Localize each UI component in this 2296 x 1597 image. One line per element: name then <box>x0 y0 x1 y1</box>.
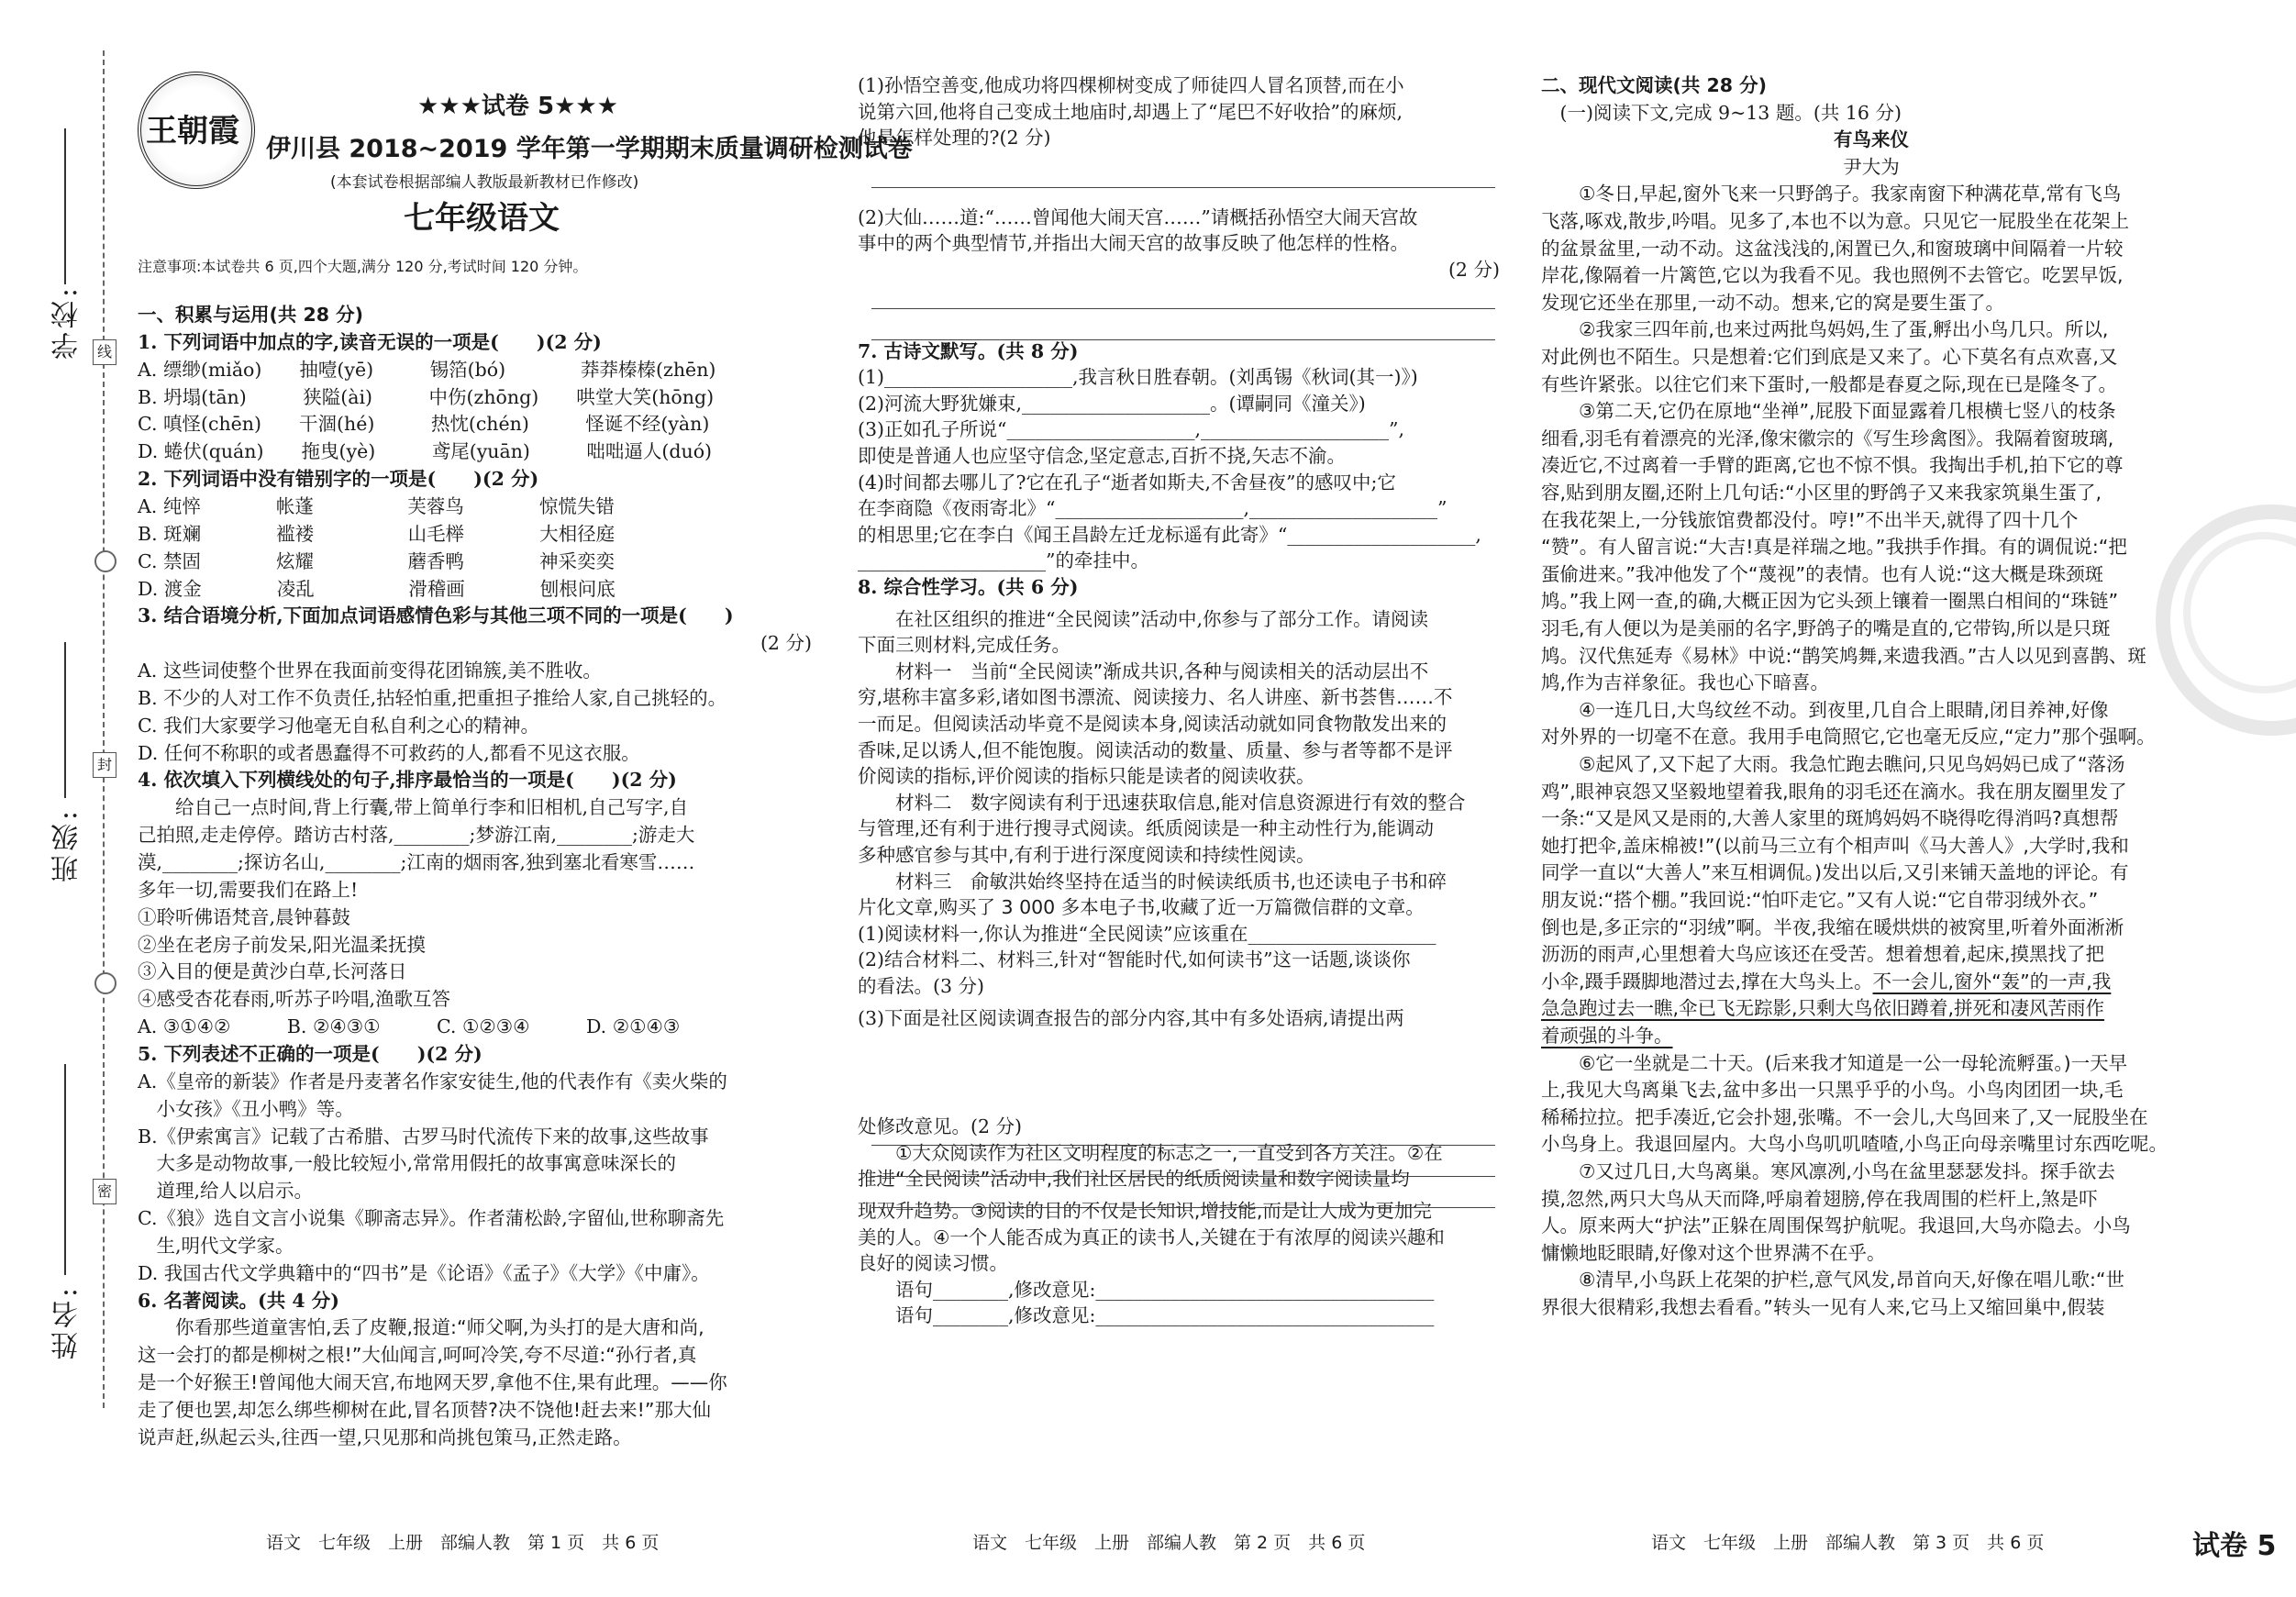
text-line: “赞”。有人留言说:“大吉!真是祥瑞之地。”我拱手作揖。有的调侃说:“把 <box>1541 536 2127 559</box>
text-line: 2. 下列词语中没有错别字的一项是( )(2 分) <box>138 468 539 491</box>
text-line: 事中的两个典型情节,并指出大闹天宫的故事反映了他怎样的性格。 <box>858 232 1410 255</box>
text-line: (2)河流大野犹嫌束,____________________。(谭嗣同《潼关》) <box>858 392 1366 415</box>
text-line: 你看那些道童害怕,丢了皮鞭,报道:“师父啊,为头打的是大唐和尚, <box>138 1316 704 1339</box>
text-line: 下面三则材料,完成任务。 <box>858 634 1071 657</box>
text-line: 的看法。(3 分) <box>858 975 985 997</box>
text-line: 岸花,像隔着一片篱笆,它以为我看不见。我也照例不去管它。吃罢早饭, <box>1541 264 2124 287</box>
text-line: 有些许紧张。以往它们来下蛋时,一般都是春夏之际,现在已是隆冬了。 <box>1541 372 2118 395</box>
text-line: A. 这些词使整个世界在我面前变得花团锦簇,美不胜收。 <box>138 660 602 682</box>
cut-mark-secret: 密 <box>93 1179 116 1204</box>
text-line: 对此例也不陌生。只是想着:它们到底是又来了。心下莫名有点欢喜,又 <box>1541 346 2118 368</box>
text-line: (1)阅读材料一,你认为推进“全民阅读”应该重在____________________ <box>858 922 1436 945</box>
text-line: 着顽强的斗争。 <box>1541 1025 1673 1047</box>
subject-title: 七年级语文 <box>404 200 560 237</box>
answer-line[interactable] <box>871 1145 1495 1146</box>
exam-corner-label: 试卷 5 <box>2192 1530 2277 1562</box>
text-line: 一而足。但阅读活动毕竟不是阅读本身,阅读活动就如同食物散发出来的 <box>858 713 1447 735</box>
text-line: 蛋偷进来。”我冲他发了个“蔑视”的表情。也有人说:“这大概是珠颈斑 <box>1541 562 2104 585</box>
text-line: ①冬日,早起,窗外飞来一只野鸽子。我家南窗下种满花草,常有飞鸟 <box>1541 183 2122 205</box>
text-line: 说声赶,纵起云头,往西一望,只见那和尚挑包策马,正然走路。 <box>138 1425 632 1448</box>
text-line: 这一会打的都是柳树之根!”大仙闻言,呵呵冷笑,夸不尽道:“孙行者,真 <box>138 1344 697 1367</box>
text-line: 材料三 俞敏洪始终坚持在适当的时候读纸质书,也还读电子书和碎 <box>858 870 1447 893</box>
exam-subtitle: (本套试卷根据部编人教版最新教材已作修改) <box>330 173 639 192</box>
text-line: 语句________,修改意见:____________________________________ <box>858 1304 1435 1327</box>
text-line: 多种感官参与其中,有利于进行深度阅读和持续性阅读。 <box>858 844 1315 866</box>
name-label: 姓名: <box>51 1284 83 1360</box>
text-line: 他是怎样处理的?(2 分) <box>858 127 1051 150</box>
text-line: 穷,堪称丰富多彩,诸如图书漂流、阅读接力、名人讲座、新书荟售……不 <box>858 686 1453 709</box>
text-line: 漠,________;探访名山,________;江南的烟雨客,独到塞北看寒雪…… <box>138 851 695 873</box>
text-line: 材料一 当前“全民阅读”渐成共识,各种与阅读相关的活动层出不 <box>858 660 1429 682</box>
class-label: 班级: <box>51 807 83 883</box>
text-line: 价阅读的指标,评价阅读的指标只能是读者的阅读收获。 <box>858 765 1315 788</box>
text-line: ⑦又过几日,大鸟离巢。寒风凛冽,小鸟在盆里瑟瑟发抖。探手欲去 <box>1541 1160 2115 1182</box>
text-line: 对外界的一切毫不在意。我用手电筒照它,它也毫无反应,“定力”那个强啊。 <box>1541 726 2156 749</box>
text-line: B. 不少的人对工作不负责任,拈轻怕重,把重担子推给人家,自己挑轻的。 <box>138 686 727 709</box>
text-line: 尹大为 <box>1843 155 1900 178</box>
text-line: 细看,羽毛有着漂亮的光泽,像宋徽宗的《写生珍禽图》。我隔着窗玻璃, <box>1541 427 2114 449</box>
text-line: ⑧清早,小鸟跃上花架的护栏,意气风发,昂首向天,好像在唱儿歌:“世 <box>1541 1269 2124 1292</box>
text-line: (一)阅读下文,完成 9~13 题。(共 16 分) <box>1541 101 1902 124</box>
text-line: (1)____________________,我言秋日胜春朝。(刘禹锡《秋词(其一)》) <box>858 366 1418 389</box>
text-line: (1)孙悟空善变,他成功将四棵柳树变成了师徒四人冒名顶替,而在小 <box>858 74 1404 96</box>
text-line: (2 分) <box>1447 259 1500 281</box>
text-line: 走了便也罢,却怎么绑些柳树在此,冒名顶替?决不饶他!赶去来!”那大仙 <box>138 1399 711 1421</box>
text-line: 倒也是,多正宗的“羽绒”啊。半夜,我缩在暖烘烘的被窝里,听着外面淅淅 <box>1541 915 2124 938</box>
text-line: 语句________,修改意见:____________________________________ <box>858 1278 1435 1301</box>
text-line: 的盆景盆里,一动不动。这盆浅浅的,闲置已久,和窗玻璃中间隔着一片较 <box>1541 237 2124 260</box>
text-line: 给自己一点时间,背上行囊,带上简单行李和旧相机,自己写字,自 <box>138 796 689 819</box>
text-line: A. 缥缈(miǎo) 抽噎(yē) 锡箔(bó) 莽莽榛榛(zhēn) <box>138 358 716 381</box>
text-line: 良好的阅读习惯。 <box>858 1252 1008 1275</box>
answer-line[interactable] <box>871 339 1495 340</box>
exam-title: 伊川县 2018~2019 学年第一学期期末质量调研检测试卷 <box>266 135 913 163</box>
class-field[interactable] <box>64 642 66 798</box>
text-line: 发现它还坐在那里,一动不动。想来,它的窝是要生蛋了。 <box>1541 291 2005 314</box>
text-line: ④感受杏花春雨,听苏子吟唱,渔歌互答 <box>138 988 451 1011</box>
text-line: 羽毛,有人便以为是美丽的名字,野鸽子的嘴是直的,它带钩,所以是只斑 <box>1541 617 2111 639</box>
text-line: 上,我见大鸟离巢飞去,盆中多出一只黑乎乎的小鸟。小鸟肉团团一块,毛 <box>1541 1079 2124 1102</box>
text-line: (2)结合材料二、材料三,针对“智能时代,如何读书”这一话题,谈谈你 <box>858 948 1411 971</box>
text-line: ②我家三四年前,也来过两批鸟妈妈,生了蛋,孵出小鸟几只。所以, <box>1541 318 2109 341</box>
binding-strip <box>0 0 133 1597</box>
footer-page-1: 语文 七年级 上册 部编人教 第 1 页 共 6 页 <box>266 1533 660 1553</box>
text-line: C. 我们大家要学习他毫无自私自利之心的精神。 <box>138 714 539 737</box>
answer-line[interactable] <box>871 308 1495 309</box>
cut-line <box>103 50 105 1408</box>
text-line: C. 嗔怪(chēn) 干涸(hé) 热忱(chén) 怪诞不经(yàn) <box>138 413 710 436</box>
text-line: 是一个好猴王!曾闻他大闹天宫,布地网天罗,拿他不住,果有此理。——你 <box>138 1371 727 1394</box>
text-line: ③第二天,它仍在原地“坐禅”,屁股下面显露着几根横七竖八的枝条 <box>1541 400 2116 423</box>
text-line: ③入目的便是黄沙白草,长河落日 <box>138 960 407 983</box>
footer-page-3: 语文 七年级 上册 部编人教 第 3 页 共 6 页 <box>1651 1533 2045 1553</box>
footer-page-2: 语文 七年级 上册 部编人教 第 2 页 共 6 页 <box>972 1533 1366 1553</box>
logo-text: 王朝霞 <box>146 113 239 150</box>
text-line: D. 任何不称职的或者愚蠢得不可救药的人,都看不见这衣服。 <box>138 741 640 764</box>
text-line: 6. 名著阅读。(共 4 分) <box>138 1289 339 1312</box>
text-line: C.《狼》选自文言小说集《聊斋志异》。作者蒲松龄,字留仙,世称聊斋先 <box>138 1207 725 1230</box>
punch-hole-mark <box>94 972 116 994</box>
text-line: 鸠。汉代焦延寿《易林》中说:“鹊笑鸠舞,来遗我酒。”古人以见到喜鹊、斑 <box>1541 644 2146 667</box>
text-line: 一条:“又是风又是雨的,大善人家里的斑鸠妈妈不晓得吃得消吗?真想帮 <box>1541 807 2119 830</box>
text-line: 处修改意见。(2 分) <box>858 1115 1023 1138</box>
text-line: 在社区组织的推进“全民阅读”活动中,你参与了部分工作。请阅读 <box>858 607 1428 630</box>
text-line: 小鸟身上。我退回屋内。大鸟小鸟叽叽喳喳,小鸟正向母亲嘴里讨东西吃呢。 <box>1541 1133 2168 1156</box>
text-line: C. 禁固 炫耀 蘑香鸭 神采奕奕 <box>138 549 615 572</box>
text-line: 稀稀拉拉。把手凑近,它会扑翅,张嘴。不一会儿,大鸟回来了,又一屁股坐在 <box>1541 1105 2148 1128</box>
text-line: 沥沥的雨声,心里想着大鸟应该还在受苦。想着想着,起床,摸黑找了把 <box>1541 943 2105 966</box>
text-line: 香味,足以诱人,但不能饱腹。阅读活动的数量、质量、参与者等都不是评 <box>858 738 1453 761</box>
answer-line[interactable] <box>871 1207 1495 1208</box>
text-line: 飞落,啄戏,散步,吟唱。见多了,本也不以为意。只见它一屁股坐在花架上 <box>1541 210 2130 232</box>
text-line: 在我花架上,一分钱旅馆费都没付。哼!”不出半天,就得了四十几个 <box>1541 508 2079 531</box>
text-line: D. 渡金 凌乱 滑稽画 刨根问底 <box>138 577 616 600</box>
exam-number: ★★★试卷 5★★★ <box>417 93 618 120</box>
text-line: ①聆听佛语梵音,晨钟暮鼓 <box>138 905 351 928</box>
text-line: A.《皇帝的新装》作者是丹麦著名作家安徒生,他的代表作有《卖火柴的 <box>138 1070 727 1092</box>
text-line: (4)时间都去哪儿了?它在孔子“逝者如斯夫,不舍昼夜”的感叹中;它 <box>858 471 1396 494</box>
text-line: 在李商隐《夜雨寄北》“____________________,____________________” <box>858 497 1447 520</box>
text-line: D. 我国古代文学典籍中的“四书”是《论语》《孟子》《大学》《中庸》。 <box>138 1261 710 1284</box>
text-line: 即使是普通人也应坚守信念,坚定意志,百折不挠,矢志不渝。 <box>858 445 1347 467</box>
text-line: 材料二 数字阅读有利于迅速获取信息,能对信息资源进行有效的整合 <box>858 791 1466 814</box>
text-line: ①大众阅读作为社区文明程度的标志之一,一直受到各方关注。②在 <box>858 1141 1443 1164</box>
text-line: 1. 下列词语中加点的字,读音无误的一项是( )(2 分) <box>138 330 602 353</box>
text-line: 朋友说:“搭个棚。”我回说:“怕吓走它。”又有人说:“它自带羽绒外衣。” <box>1541 889 2099 911</box>
cut-mark-seal: 封 <box>93 752 116 778</box>
text-line: 生,明代文学家。 <box>138 1234 294 1257</box>
name-field[interactable] <box>64 1064 66 1275</box>
exam-notice: 注意事项:本试卷共 6 页,四个大题,满分 120 分,考试时间 120 分钟。 <box>138 258 588 275</box>
text-line: 鸠。”我上网一查,的确,大概正因为它头颈上镶着一圈黑白相间的“珠链” <box>1541 590 2119 613</box>
text-line: 鸠,作为吉祥象征。我也心下暗喜。 <box>1541 671 1830 694</box>
text-line: ____________________”的牵挂中。 <box>858 549 1149 572</box>
text-line: 7. 古诗文默写。(共 8 分) <box>858 339 1079 362</box>
text-line: 鸡”,眼神哀怨又坚毅地望着我,眼角的羽毛还在滴水。我在朋友圈里发了 <box>1541 780 2127 803</box>
text-line: 大多是动物故事,一般比较短小,常常用假托的故事寓意味深长的 <box>138 1152 677 1175</box>
text-line: 5. 下列表述不正确的一项是( )(2 分) <box>138 1042 482 1065</box>
cut-mark-line: 线 <box>93 339 116 365</box>
text-line: B. 坍塌(tān) 狭隘(ài) 中伤(zhōng) 哄堂大笑(hōng) <box>138 385 715 408</box>
punch-hole-mark <box>94 550 116 572</box>
text-line: (3)下面是社区阅读调查报告的部分内容,其中有多处语病,请提出两 <box>858 1006 1404 1029</box>
text-line: 慵懒地眨眼睛,好像对这个世界满不在乎。 <box>1541 1241 1886 1264</box>
text-line: 现双升趋势。③阅读的目的不仅是长知识,增技能,而是让人成为更加完 <box>858 1200 1432 1222</box>
text-line: 4. 依次填入下列横线处的句子,排序最恰当的一项是( )(2 分) <box>138 769 677 792</box>
text-line: 说第六回,他将自己变成土地庙时,却遇上了“尾巴不好收拾”的麻烦, <box>858 100 1403 123</box>
text-line: 道理,给人以启示。 <box>138 1180 314 1203</box>
text-line: ④一连几日,大鸟纹丝不动。到夜里,几自合上眼睛,闭目养神,好像 <box>1541 698 2109 721</box>
text-line: A. ③①④② B. ②④③① C. ①②③④ D. ②①④③ <box>138 1015 681 1038</box>
text-line: 小伞,蹑手蹑脚地潜过去,撑在大鸟头上。不一会儿,窗外“轰”的一声,我 <box>1541 970 2112 993</box>
school-label: 学校: <box>51 284 83 360</box>
text-line: 的相思里;它在李白《闻王昌龄左迁龙标遥有此寄》“____________________, <box>858 523 1481 546</box>
text-line: 界很大很精彩,我想去看看。”转头一见有人来,它马上又缩回巢中,假装 <box>1541 1296 2105 1318</box>
text-line: B. 斑斓 褴褛 山毛榉 大相径庭 <box>138 522 616 545</box>
text-line: 凑近它,不过离着一手臂的距离,它也不惊不惧。我掏出手机,拍下它的尊 <box>1541 454 2124 477</box>
text-line: 己拍照,走走停停。踏访古村落,________;梦游江南,________;游走大 <box>138 824 695 847</box>
text-line: 有鸟来仪 <box>1834 128 1909 151</box>
text-line: 推进“全民阅读”活动中,我们社区居民的纸质阅读量和数字阅读量均 <box>858 1168 1410 1191</box>
text-line: 8. 综合性学习。(共 6 分) <box>858 576 1079 598</box>
text-line: ⑤起风了,又下起了大雨。我急忙跑去瞧问,只见鸟妈妈已成了“落汤 <box>1541 753 2125 775</box>
text-line: B.《伊索寓言》记载了古希腊、古罗马时代流传下来的故事,这些故事 <box>138 1125 709 1148</box>
text-line: 她打把伞,盖床棉被!”(以前马三立有个相声叫《马大善人》,大学时,我和 <box>1541 834 2129 857</box>
text-line: D. 蜷伏(quán) 拖曳(yè) 鸢尾(yuān) 咄咄逼人(duó) <box>138 440 713 463</box>
answer-line[interactable] <box>871 1176 1495 1177</box>
text-line: (2)大仙……道:“……曾闻他大闹天宫……”请概括孙悟空大闹天宫故 <box>858 205 1418 228</box>
text-line: 人。原来两大“护法”正躲在周围保驾护航呢。我退回,大鸟亦隐去。小鸟 <box>1541 1214 2131 1237</box>
school-field[interactable] <box>64 128 66 284</box>
text-line: 急急跑过去一瞧,伞已飞无踪影,只剩大鸟依旧蹲着,拼死和凄风苦雨作 <box>1541 997 2105 1020</box>
text-line: 二、现代文阅读(共 28 分) <box>1541 74 1768 96</box>
text-line: ⑥它一坐就是二十天。(后来我才知道是一公一母轮流孵蛋。)一天早 <box>1541 1051 2128 1074</box>
text-line: 同学一直以“大善人”来互相调侃。)发出以后,又引来铺天盖地的评论。有 <box>1541 861 2129 884</box>
text-line: 一、积累与运用(共 28 分) <box>138 304 364 326</box>
answer-line[interactable] <box>871 187 1495 188</box>
text-line: 容,贴到朋友圈,还附上几句话:“小区里的野鸽子又来我家筑巢生蛋了, <box>1541 482 2102 504</box>
text-line: ②坐在老房子前发呆,阳光温柔抚摸 <box>138 933 427 956</box>
text-line: (3)正如孔子所说“____________________,____________________”, <box>858 418 1405 441</box>
text-line: 3. 结合语境分析,下面加点词语感情色彩与其他三项不同的一项是( ) <box>138 604 734 627</box>
text-line: 与管理,还有利于进行搜寻式阅读。纸质阅读是一种主动性行为,能调动 <box>858 817 1435 840</box>
text-line: 小女孩》《丑小鸭》等。 <box>138 1097 354 1120</box>
text-line: 美的人。④一个人能否成为真正的读书人,关键在于有浓厚的阅读兴趣和 <box>858 1225 1445 1248</box>
text-line: (2 分) <box>760 632 812 655</box>
text-line: A. 纯悴 帐蓬 芙蓉鸟 惊慌失错 <box>138 494 615 517</box>
text-line: 摸,忽然,两只大鸟从天而降,呼扇着翅膀,停在我周围的栏杆上,煞是吓 <box>1541 1187 2098 1210</box>
text-line: 多年一切,需要我们在路上! <box>138 878 359 901</box>
text-line: 片化文章,购买了 3 000 多本电子书,收藏了近一万篇微信群的文章。 <box>858 896 1425 919</box>
